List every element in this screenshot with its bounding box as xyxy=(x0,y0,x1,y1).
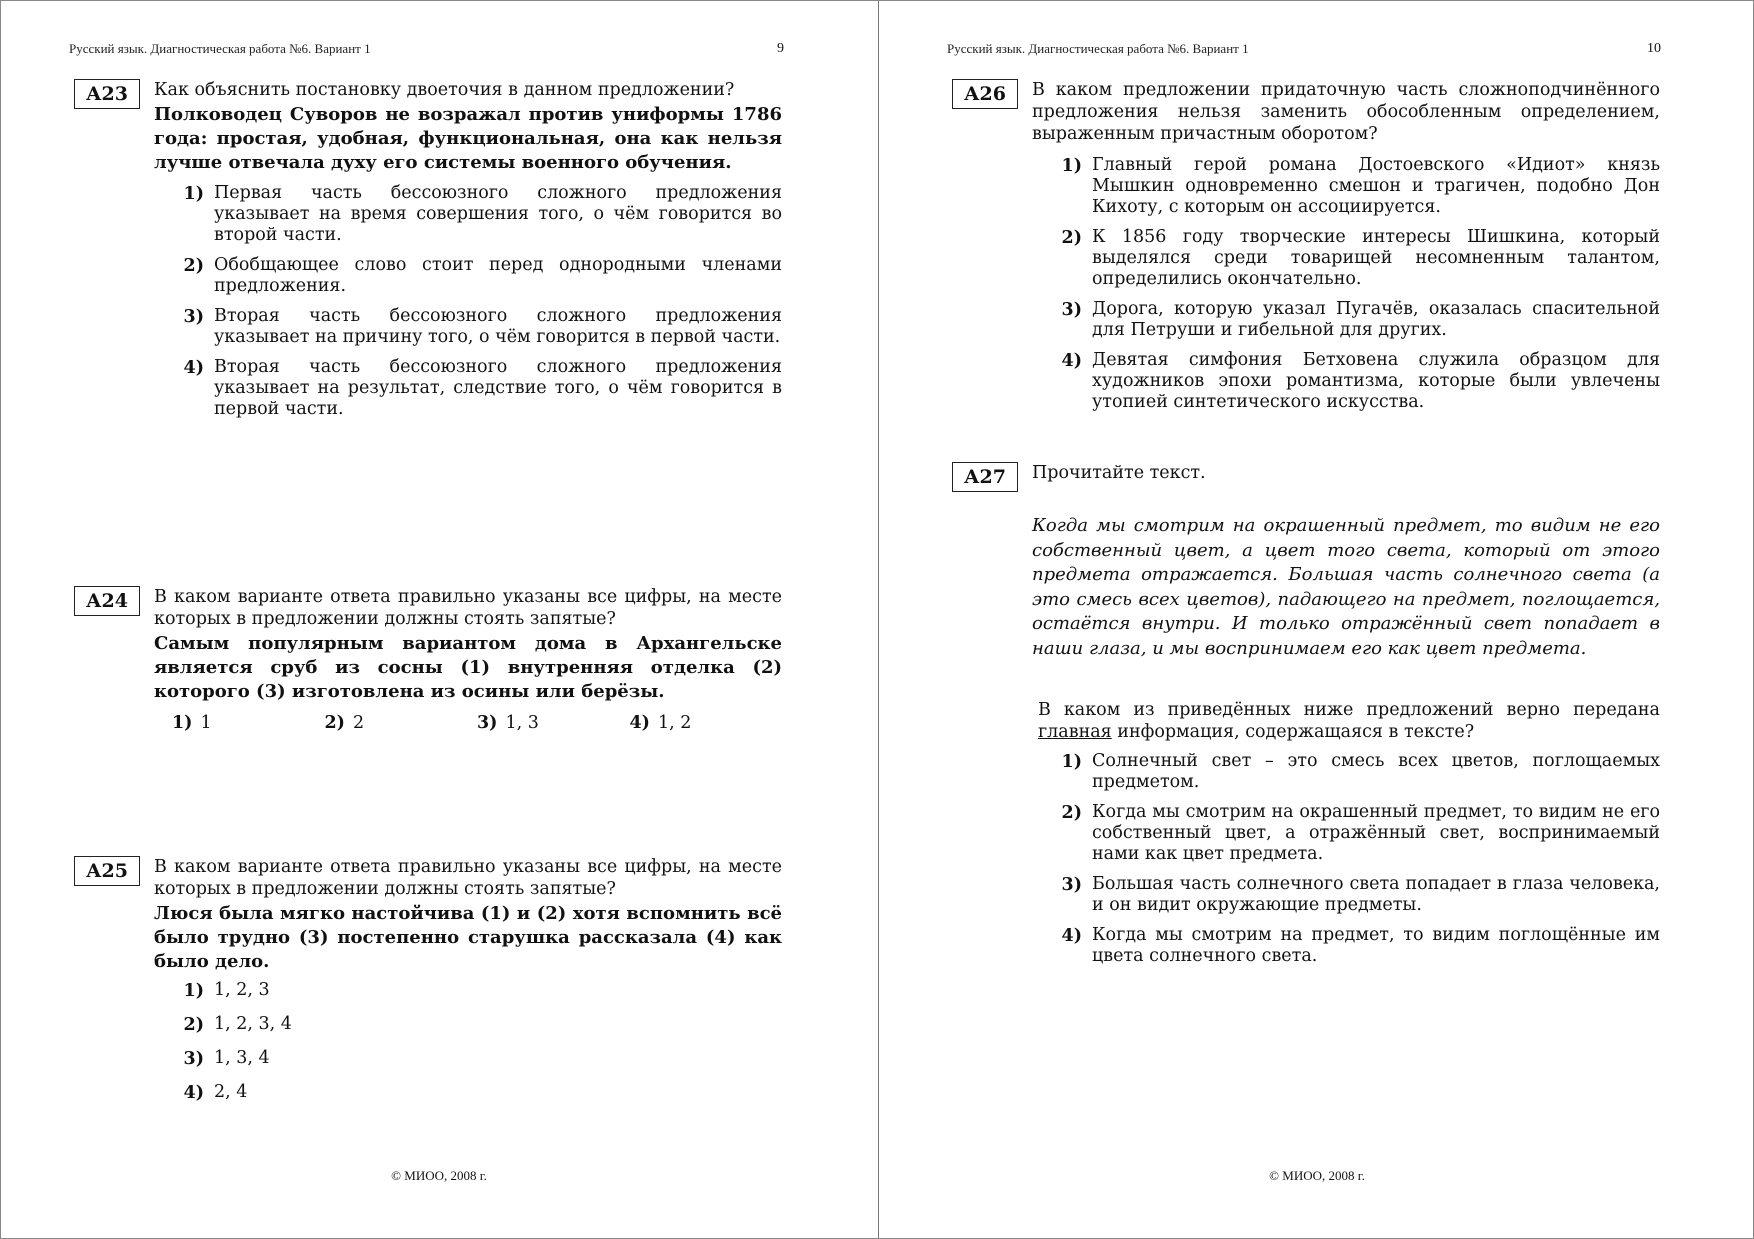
page-footer: © МИОО, 2008 г. xyxy=(1269,1168,1365,1183)
page-header: Русский язык. Диагностическая работа №6. Вариант 1 xyxy=(947,41,1249,56)
option-text: Дорога, которую указал Пугачёв, оказалась спасительной для Петруши и гибельной для других. xyxy=(1092,299,1660,340)
option-text: 1, 3 xyxy=(505,713,539,733)
task-sentence: Полководец Суворов не возражал против униформы 1786 года: простая, удобная, функциональная, она как нельзя лучше отвечала духу его системы военного обучения. xyxy=(154,104,782,173)
task-a25 xyxy=(74,856,782,1116)
task-sentence: Люся была мягко настойчива (1) и (2) хотя вспомнить всё было трудно (3) постепенно старушка рассказала (4) как было дело. xyxy=(154,903,782,972)
option-number: 3) xyxy=(477,713,498,733)
task-label: А27 xyxy=(952,462,1018,492)
answer-options xyxy=(172,712,782,734)
answer-option[interactable] xyxy=(1032,751,1660,793)
answer-option[interactable] xyxy=(154,306,782,348)
answer-option[interactable] xyxy=(1032,155,1660,218)
option-text: Когда мы смотрим на окрашенный предмет, то видим не его собственный цвет, а отражённый свет, воспринимаемый нами как цвет предмета. xyxy=(1092,802,1660,864)
option-text: Девятая симфония Бетховена служила образцом для художников эпохи романтизма, которые были увлечены утопией синтетического искусства. xyxy=(1092,350,1660,412)
task-a27 xyxy=(952,462,1660,976)
answer-options xyxy=(154,183,782,420)
task-label: А23 xyxy=(74,79,140,109)
option-number: 2) xyxy=(183,256,204,276)
option-text: Обобщающее слово стоит перед однородными членами предложения. xyxy=(214,255,782,296)
option-number: 1) xyxy=(183,184,204,204)
answer-option[interactable] xyxy=(154,980,782,1002)
answer-option[interactable] xyxy=(1032,874,1660,916)
option-number: 1) xyxy=(1061,156,1082,176)
answer-options xyxy=(154,980,782,1104)
task-a23 xyxy=(74,79,782,429)
option-text: 1, 3, 4 xyxy=(214,1048,270,1068)
option-text: 1, 2, 3 xyxy=(214,980,270,1000)
answer-option[interactable] xyxy=(477,712,630,734)
task-question xyxy=(1032,699,1660,743)
page-footer: © МИОО, 2008 г. xyxy=(391,1168,487,1183)
answer-option[interactable] xyxy=(325,712,478,734)
option-text: 2, 4 xyxy=(214,1082,248,1102)
task-sentence: Самым популярным вариантом дома в Архангельске является сруб из сосны (1) внутренняя отделка (2) которого (3) изготовлена из осины или берёзы. xyxy=(154,633,782,702)
option-text: Первая часть бессоюзного сложного предложения указывает на время совершения того, о чём говорится во второй части. xyxy=(214,183,782,245)
option-number: 1) xyxy=(172,713,193,733)
option-number: 4) xyxy=(1061,926,1082,946)
right-page xyxy=(878,1,1754,1238)
question-emphasis: главная xyxy=(1038,722,1112,742)
option-number: 2) xyxy=(1061,803,1082,823)
option-number: 1) xyxy=(183,981,204,1001)
option-number: 3) xyxy=(1061,875,1082,895)
answer-option[interactable] xyxy=(154,357,782,420)
option-number: 4) xyxy=(183,358,204,378)
task-a24 xyxy=(74,586,782,734)
answer-option[interactable] xyxy=(154,1014,782,1036)
option-number: 1) xyxy=(1061,752,1082,772)
option-text: Когда мы смотрим на предмет, то видим поглощённые им цвета солнечного света. xyxy=(1092,925,1660,966)
option-number: 4) xyxy=(629,713,650,733)
task-question: Как объяснить постановку двоеточия в данном предложении? xyxy=(154,80,735,100)
option-number: 3) xyxy=(183,1049,204,1069)
option-number: 3) xyxy=(183,307,204,327)
option-text: 1 xyxy=(200,713,212,733)
option-number: 4) xyxy=(1061,351,1082,371)
task-question: В каком варианте ответа правильно указаны все цифры, на месте которых в предложении должны стоять запятые? xyxy=(154,587,782,629)
option-number: 2) xyxy=(1061,228,1082,248)
option-text: Большая часть солнечного света попадает в глаза человека, и он видит окружающие предметы. xyxy=(1092,874,1660,915)
option-text: 1, 2, 3, 4 xyxy=(214,1014,292,1034)
left-page xyxy=(1,1,877,1238)
task-intro: Прочитайте текст. xyxy=(1032,463,1206,483)
option-text: 1, 2 xyxy=(657,713,692,733)
option-text: Вторая часть бессоюзного сложного предложения указывает на причину того, о чём говорится в первой части. xyxy=(214,306,782,347)
option-text: К 1856 году творческие интересы Шишкина, который выделялся среди товарищей несомненным талантом, определились окончательно. xyxy=(1092,227,1660,289)
answer-option[interactable] xyxy=(630,712,783,734)
answer-option[interactable] xyxy=(172,712,325,734)
task-a26 xyxy=(952,79,1660,422)
page-header: Русский язык. Диагностическая работа №6. Вариант 1 xyxy=(69,41,371,56)
page-number: 10 xyxy=(1647,41,1661,56)
answer-option[interactable] xyxy=(1032,350,1660,413)
option-number: 2) xyxy=(324,713,345,733)
answer-option[interactable] xyxy=(1032,227,1660,290)
reading-passage: Когда мы смотрим на окрашенный предмет, то видим не его собственный цвет, а цвет того света, который от этого предмета отражается. Большая часть солнечного света (а это смесь всех цветов), падающего на предмет, поглощается, остаётся внутри. И только отражённый свет попадает в наши глаза, и мы воспринимаем его как цвет предмета. xyxy=(1032,515,1660,659)
answer-option[interactable] xyxy=(1032,802,1660,865)
answer-option[interactable] xyxy=(154,183,782,246)
question-text: информация, содержащаяся в тексте? xyxy=(1117,722,1475,742)
task-question: В каком предложении придаточную часть сложноподчинённого предложения нельзя заменить обособленным определением, выраженным причастным оборотом? xyxy=(1032,80,1660,144)
option-text: Солнечный свет – это смесь всех цветов, поглощаемых предметом. xyxy=(1092,751,1660,792)
option-text: Вторая часть бессоюзного сложного предложения указывает на результат, следствие того, о чём говорится в первой части. xyxy=(214,357,782,419)
option-number: 3) xyxy=(1061,300,1082,320)
answer-option[interactable] xyxy=(154,1048,782,1070)
answer-option[interactable] xyxy=(154,1082,782,1104)
option-number: 2) xyxy=(183,1015,204,1035)
option-text: 2 xyxy=(352,713,365,733)
task-label: А26 xyxy=(952,79,1018,109)
answer-options xyxy=(1032,751,1660,967)
answer-options xyxy=(1032,155,1660,413)
task-label: А24 xyxy=(74,586,140,616)
task-label: А25 xyxy=(74,856,140,886)
answer-option[interactable] xyxy=(1032,925,1660,967)
option-text: Главный герой романа Достоевского «Идиот» князь Мышкин одновременно смешон и трагичен, подобно Дон Кихоту, с которым он ассоциируется. xyxy=(1092,155,1660,217)
option-number: 4) xyxy=(183,1083,204,1103)
answer-option[interactable] xyxy=(1032,299,1660,341)
question-text: В каком из приведённых ниже предложений верно передана xyxy=(1038,700,1660,720)
page-number: 9 xyxy=(777,41,784,56)
answer-option[interactable] xyxy=(154,255,782,297)
task-question: В каком варианте ответа правильно указаны все цифры, на месте которых в предложении должны стоять запятые? xyxy=(154,857,782,899)
